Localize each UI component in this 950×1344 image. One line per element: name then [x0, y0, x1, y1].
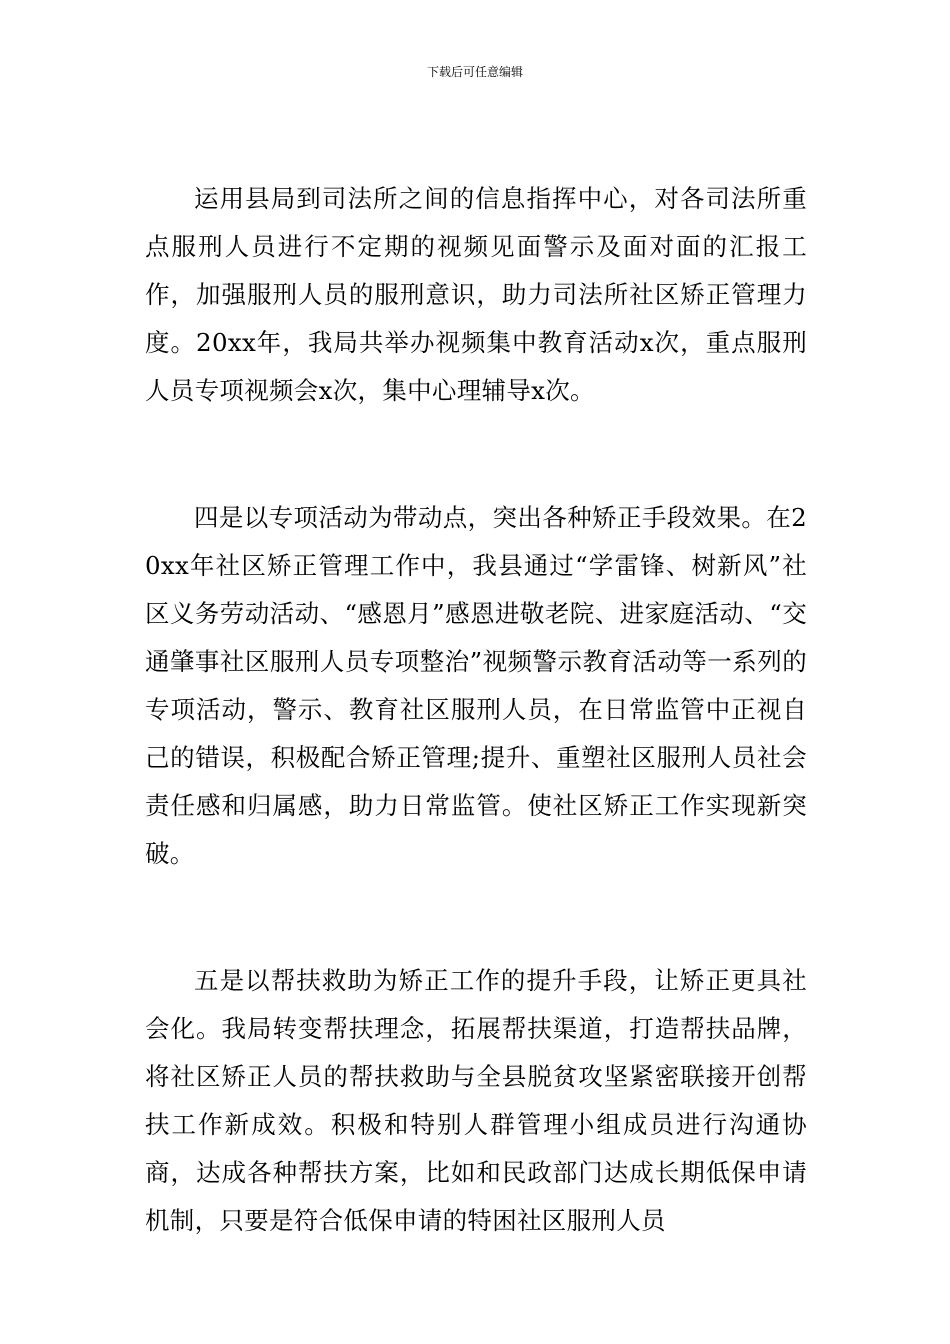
paragraph-1: 运用县局到司法所之间的信息指挥中心，对各司法所重点服刑人员进行不定期的视频见面警示及面对面的汇报工作，加强服刑人员的服刑意识，助力司法所社区矫正管理力度。20xx年，我局共举办视频集中教育活动x次，重点服刑人员专项视频会x次，集中心理辅导x次。 — [145, 184, 807, 405]
paragraph-3: 五是以帮扶救助为矫正工作的提升手段，让矫正更具社会化。我局转变帮扶理念，拓展帮扶渠道，打造帮扶品牌，将社区矫正人员的帮扶救助与全县脱贫攻坚紧密联接开创帮扶工作新成效。积极和特别人群管理小组成员进行沟通协商，达成各种帮扶方案，比如和民政部门达成长期低保申请机制，只要是符合低保申请的特困社区服刑人员 — [145, 966, 807, 1235]
page-header: 下载后可任意编辑 — [426, 65, 523, 79]
paragraph-2: 四是以专项活动为带动点，突出各种矫正手段效果。在20xx年社区矫正管理工作中，我县通过“学雷锋、树新风”社区义务劳动活动、“感恩月”感恩进敬老院、进家庭活动、“交通肇事社区服刑人员专项整治”视频警示教育活动等一系列的专项活动，警示、教育社区服刑人员，在日常监管中正视自己的错误，积极配合矫正管理;提升、重塑社区服刑人员社会责任感和归属感，助力日常监管。使社区矫正工作实现新突破。 — [145, 503, 807, 868]
document-body — [145, 175, 807, 1245]
